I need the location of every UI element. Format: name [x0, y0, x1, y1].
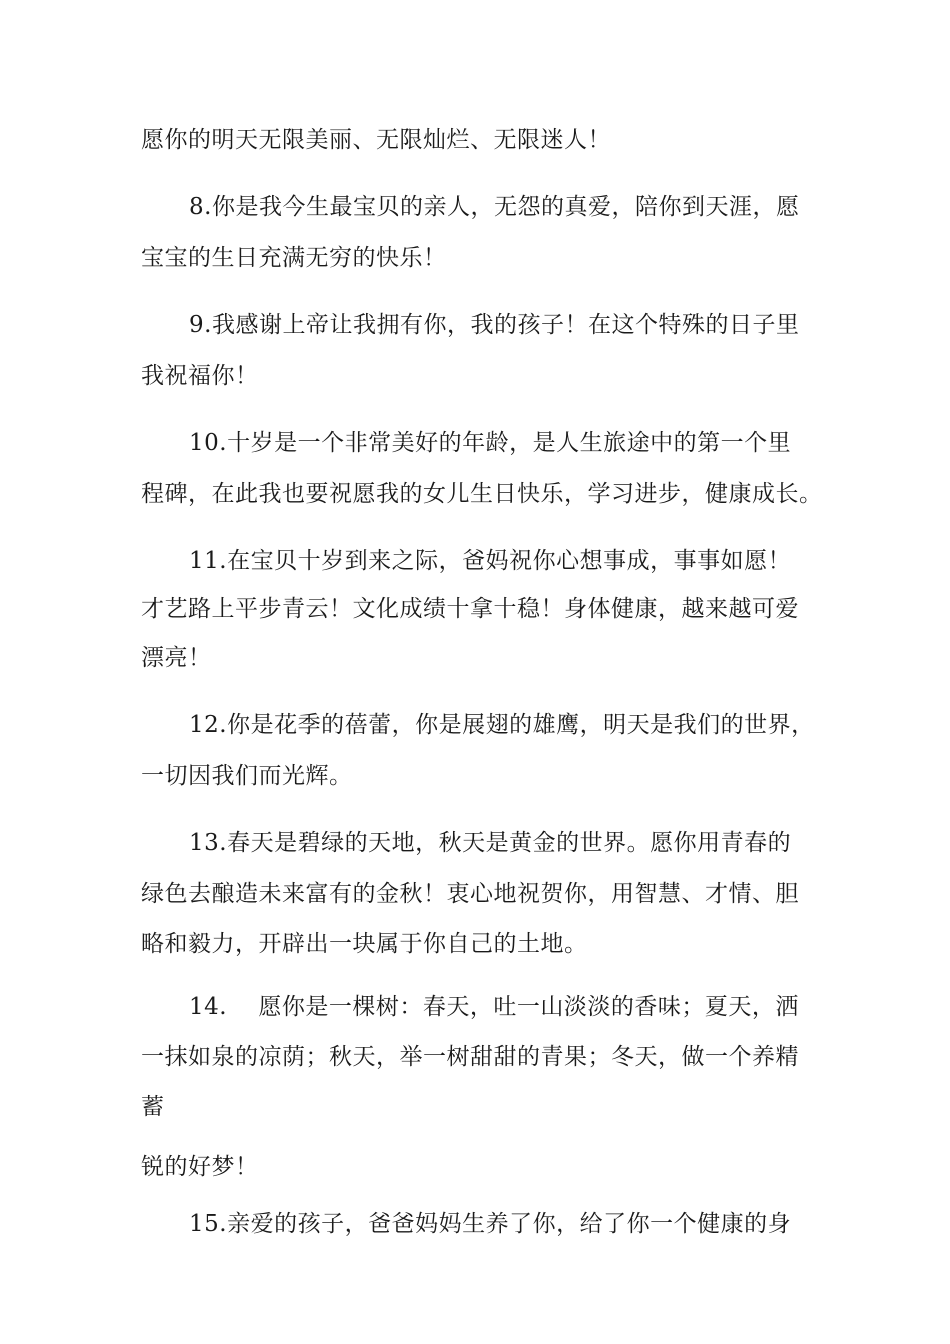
text-line: 锐的好梦！	[141, 1154, 259, 1180]
text-line: 9.我感谢上帝让我拥有你，我的孩子！在这个特殊的日子里	[189, 312, 800, 338]
text-line: 我祝福你！	[141, 363, 259, 389]
text-line: 一切因我们而光辉。	[141, 763, 353, 789]
text-line: 才艺路上平步青云！文化成绩十拿十稳！身体健康，越来越可爱	[141, 596, 799, 622]
text-line: 绿色去酿造未来富有的金秋！衷心地祝贺你，用智慧、才情、胆	[141, 881, 799, 907]
text-line: 愿你的明天无限美丽、无限灿烂、无限迷人！	[141, 127, 611, 153]
text-line: 12.你是花季的蓓蕾，你是展翅的雄鹰，明天是我们的世界，	[189, 712, 815, 738]
text-line: 8.你是我今生最宝贝的亲人，无怨的真爱，陪你到天涯，愿	[189, 194, 800, 220]
text-line: 程碑，在此我也要祝愿我的女儿生日快乐，学习进步，健康成长。	[141, 481, 823, 507]
text-line: 宝宝的生日充满无穷的快乐！	[141, 245, 447, 271]
text-line: 13.春天是碧绿的天地，秋天是黄金的世界。愿你用青春的	[189, 830, 792, 856]
text-line: 漂亮！	[141, 645, 212, 671]
text-line: 14. 愿你是一棵树：春天，吐一山淡淡的香味；夏天，洒	[189, 994, 799, 1020]
text-line: 15.亲爱的孩子，爸爸妈妈生养了你，给了你一个健康的身	[189, 1211, 792, 1237]
text-line: 略和毅力，开辟出一块属于你自己的土地。	[141, 931, 588, 957]
text-line: 蓄	[141, 1094, 165, 1120]
text-line: 一抹如泉的凉荫；秋天，举一树甜甜的青果；冬天，做一个养精	[141, 1044, 799, 1070]
text-line: 10.十岁是一个非常美好的年龄，是人生旅途中的第一个里	[189, 430, 792, 456]
text-line: 11.在宝贝十岁到来之际，爸妈祝你心想事成，事事如愿！	[189, 548, 792, 574]
